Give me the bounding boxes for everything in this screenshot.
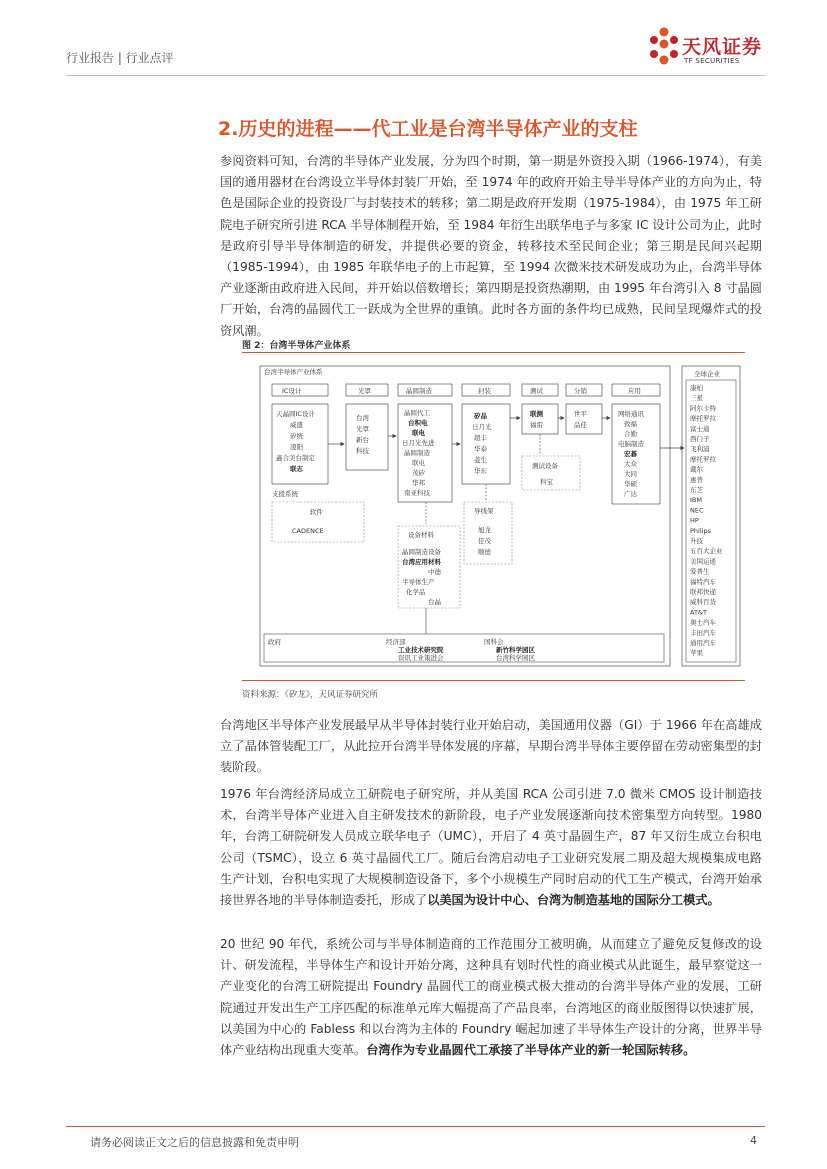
global-enterprise-item: 三星 xyxy=(690,394,703,403)
global-enterprise-item: 奥士汽车 xyxy=(690,618,716,627)
tf-logo-icon xyxy=(648,26,680,70)
mask-item: 台湾 xyxy=(356,414,369,422)
mask-label: 光罩 xyxy=(358,387,371,395)
wafer-item: 华邦 xyxy=(412,479,425,487)
global-enterprise-item: 富士通 xyxy=(690,424,710,433)
support-item: CADENCE xyxy=(292,527,324,535)
global-enterprise-item: 苹果 xyxy=(690,649,703,658)
ic-design-item: 矽统 xyxy=(290,432,303,440)
gov-park-admin: 台湾科学园区 xyxy=(496,654,535,662)
wafer-item: 联电 xyxy=(412,459,425,467)
wafer-item: 台积电 xyxy=(408,419,428,427)
global-enterprise-item: 戴尔 xyxy=(690,465,703,474)
global-enterprise-item: 通用汽车 xyxy=(690,639,716,647)
global-enterprise-item: 升技 xyxy=(690,537,703,545)
paragraph-emphasis: 台湾作为专业晶圆代工承接了半导体产业的新一轮国际转移。 xyxy=(366,1043,696,1058)
application-item: 网络通讯 xyxy=(618,410,644,418)
footer-divider xyxy=(66,1126,765,1127)
global-enterprise-item: 阿尔卡特 xyxy=(690,404,716,413)
wafer-item: 晶圆代工 xyxy=(404,409,430,417)
support-label: 支援系统 xyxy=(272,490,298,498)
testing-box xyxy=(522,404,558,434)
leadframe-item: 顺德 xyxy=(478,548,491,556)
wafer-item: 南亚科技 xyxy=(404,489,430,497)
figure-bottom-rule xyxy=(242,680,745,681)
gov-ministry: 经济部 xyxy=(386,638,406,646)
equipment-item: 中德 xyxy=(428,568,441,576)
testing-label: 测试 xyxy=(530,387,543,395)
wafer-label: 晶圆制造 xyxy=(406,387,432,395)
testing-item: 联测 xyxy=(530,410,543,418)
ic-design-item: 天晶圆IC设计 xyxy=(276,410,315,418)
global-enterprise-item: 五百大企业 xyxy=(690,547,723,556)
global-enterprise-item: 福特汽车 xyxy=(690,577,716,586)
equipment-item: 化学品 xyxy=(406,588,426,596)
global-enterprise-item: 摩托罗拉 xyxy=(690,455,716,464)
paragraph-foundry-model xyxy=(220,934,762,1061)
footer-disclaimer: 请务必阅读正文之后的信息披露和免责申明 xyxy=(90,1136,299,1149)
global-enterprise-item: HP xyxy=(690,516,699,525)
global-enterprise-item: 丰田汽车 xyxy=(690,628,716,637)
global-enterprise-item: 西门子 xyxy=(690,435,710,443)
paragraph-itri-founding xyxy=(220,784,762,911)
header-divider xyxy=(66,75,765,76)
wafer-item: 茂矽 xyxy=(412,469,425,477)
test-equipment-label: 测试设备 xyxy=(532,462,558,470)
gov-iii: 资讯工业策进会 xyxy=(398,654,444,662)
ic-design-item: 凌阳 xyxy=(290,443,303,451)
equipment-item: 台晶 xyxy=(428,598,441,606)
leadframe-item: 旭龙 xyxy=(478,526,491,534)
leadframe-label: 导线架 xyxy=(474,507,494,515)
global-enterprise-item: 惠普 xyxy=(690,475,703,484)
application-item: 华硕 xyxy=(624,480,637,488)
section-title: 2.历史的进程——代工业是台湾半导体产业的支柱 xyxy=(218,118,638,140)
test-equipment-sub: 科宝 xyxy=(540,478,553,486)
ic-design-item: 鑫合美台制定 xyxy=(276,454,315,462)
industry-system-diagram xyxy=(258,358,744,674)
wafer-item: 日月光先进 xyxy=(402,439,435,447)
report-category: 行业报告 | 行业点评 xyxy=(66,51,174,65)
global-enterprise-item: 摩托罗拉 xyxy=(690,414,716,423)
application-item: 广达 xyxy=(624,490,637,498)
packaging-item: 菱生 xyxy=(474,456,487,464)
mask-item: 科技 xyxy=(356,447,369,455)
application-item: 致福 xyxy=(624,420,637,428)
distribution-box xyxy=(566,404,602,434)
support-item: 软件 xyxy=(310,508,323,516)
leadframe-item: 佳茂 xyxy=(478,537,491,545)
gov-nsc: 国科会 xyxy=(484,638,504,646)
global-enterprise-item: 联邦快递 xyxy=(690,588,716,596)
diagram-svg xyxy=(258,358,744,674)
equipment-label: 设备材料 xyxy=(408,531,434,539)
packaging-item: 华东 xyxy=(474,467,487,475)
government-label: 政府 xyxy=(268,638,281,646)
wafer-item: 晶圆制造 xyxy=(404,449,430,457)
paragraph-emphasis: 以美国为设计中心、台湾为制造基地的国际分工模式。 xyxy=(427,893,720,908)
global-enterprise-item: 康柏 xyxy=(690,384,703,392)
global-enterprise-item: 美国运通 xyxy=(690,557,716,566)
logo-english-name: TF SECURITIES xyxy=(684,57,740,65)
testing-item: 福雷 xyxy=(530,421,543,429)
application-item: 合勤 xyxy=(624,430,637,438)
equipment-item: 晶圆制造设备 xyxy=(402,548,441,556)
global-enterprise-item: Philips xyxy=(690,526,711,535)
figure-source: 资料来源：《矽龙》，天风证券研究所 xyxy=(242,690,379,700)
global-enterprise-item: IBM xyxy=(690,496,702,505)
diagram-title: 台湾半导体产业体系 xyxy=(264,368,323,376)
brand-logo xyxy=(648,26,778,74)
application-item: 大同 xyxy=(624,470,637,478)
application-item: 电脑制造 xyxy=(618,440,644,448)
packaging-item: 矽品 xyxy=(474,412,487,420)
global-label: 全球企业 xyxy=(694,370,720,378)
government-box xyxy=(264,634,664,662)
mask-item: 光罩 xyxy=(356,425,369,433)
page-number: 4 xyxy=(750,1134,757,1147)
gov-itri: 工业技术研究院 xyxy=(398,646,444,654)
wafer-item: 联电 xyxy=(412,429,425,437)
global-enterprise-item: NEC xyxy=(690,506,704,515)
global-enterprise-item: 飞利浦 xyxy=(690,445,710,454)
paragraph-text: 1976 年台湾经济局成立工研院电子研究所，并从美国 RCA 公司引进 7.0 微米 CMOS 设计制造技术，台湾半导体产业进入自主研发技术的新阶段，电子产业发展逐渐向技术密集型方向转型。1980 年，台湾工研院研发人员成立联华电子（UMC），开启了 4 英寸晶圆生产，87 年又衍生成立台积电公司（TSMC），设立 6 英寸晶圆代工厂。随后台湾启动电子工业研究发展二期及超大规模集成电路生产计划，台积电实现了大规模制造设备下，多个小规模生产同时启动的代工生产模式，台湾开始承接世界各地的半导体制造委托，形成了 xyxy=(220,787,762,908)
equipment-item: 半导体生产 xyxy=(402,578,435,586)
paragraph-early-packaging: 台湾地区半导体产业发展最早从半导体封装行业开始启动，美国通用仪器（GI）于 1966 年在高雄成立了晶体管装配工厂，从此拉开台湾半导体发展的序幕，早期台湾半导体主要停留在劳动密集型的封装阶段。 xyxy=(220,718,762,775)
application-item: 宏碁 xyxy=(624,450,637,458)
distribution-item: 品佳 xyxy=(574,421,587,429)
application-item: 大众 xyxy=(624,460,637,468)
packaging-item: 超丰 xyxy=(474,434,487,442)
global-enterprise-item: 威科百货 xyxy=(690,598,716,607)
packaging-item: 华泰 xyxy=(474,445,487,453)
distribution-label: 分销 xyxy=(574,387,587,395)
global-enterprise-item: AT&T xyxy=(690,608,707,617)
equipment-item: 台湾应用材料 xyxy=(402,558,441,566)
paragraph-text: 20 世纪 90 年代，系统公司与半导体制造商的工作范围分工被明确，从而建立了避免反复修改的设计、研发流程，半导体生产和设计开始分离，这种具有划时代性的商业模式从此诞生，最早察觉这一产业变化的台湾工研院提出 Foundry 晶圆代工的商业模式极大推动的台湾半导体产业的发展，工研院通过开发出生产工序匹配的标准单元库大幅提高了产品良率，台湾地区的商业版图得以快速扩展，以美国为中心的 Fabless 和以台湾为主体的 Foundry 崛起加速了半导体生产设计的分离，世界半导体产业结构出现重大变革。 xyxy=(220,937,762,1058)
global-enterprise-item: 东芝 xyxy=(690,486,703,494)
packaging-item: 日月光 xyxy=(472,423,492,431)
packaging-label: 封装 xyxy=(478,387,491,395)
ic-design-label: IC设计 xyxy=(282,387,302,395)
figure-top-rule xyxy=(242,352,745,353)
ic-design-item: 威盛 xyxy=(290,421,303,429)
mask-item: 新台 xyxy=(356,436,369,444)
application-label: 应用 xyxy=(628,387,641,395)
gov-park: 新竹科学园区 xyxy=(496,646,535,654)
ic-design-item: 联志 xyxy=(290,465,303,473)
distribution-item: 世平 xyxy=(574,410,587,418)
figure-caption: 图 2：台湾半导体产业体系 xyxy=(242,341,351,351)
global-enterprise-item: 爱普生 xyxy=(690,567,710,576)
paragraph-history-periods: 参阅资料可知，台湾的半导体产业发展，分为四个时期，第一期是外资投入期（1966-1974），有美国的通用器材在台湾设立半导体封装厂开始，至 1974 年的政府开始主导半导体产业的方向为止，特色是国际企业的投资设厂与封装技术的转移；第二期是政府开发期（1975-1984），由 1975 年工研院电子研究所引进 RCA 半导体制程开始，至 1984 年衍生出联华电子与多家 IC 设计公司为止，此时是政府引导半导体制造的研发，并提供必要的资金，转移技术至民间企业；第三期是民间兴起期（1985-1994），由 1985 年联华电子的上市起算，至 1994 次微米技术研发成功为止，台湾半导体产业逐渐由政府进入民间，并开始以倍数增长；第四期是投资热潮期，由 1995 年台湾引入 8 寸晶圆厂开始，台湾的晶圆代工一跃成为全世界的重镇。此时各方面的条件均已成熟，民间呈现爆炸式的投资风潮。 xyxy=(220,154,763,338)
logo-chinese-name: 天风证券 xyxy=(682,36,763,58)
